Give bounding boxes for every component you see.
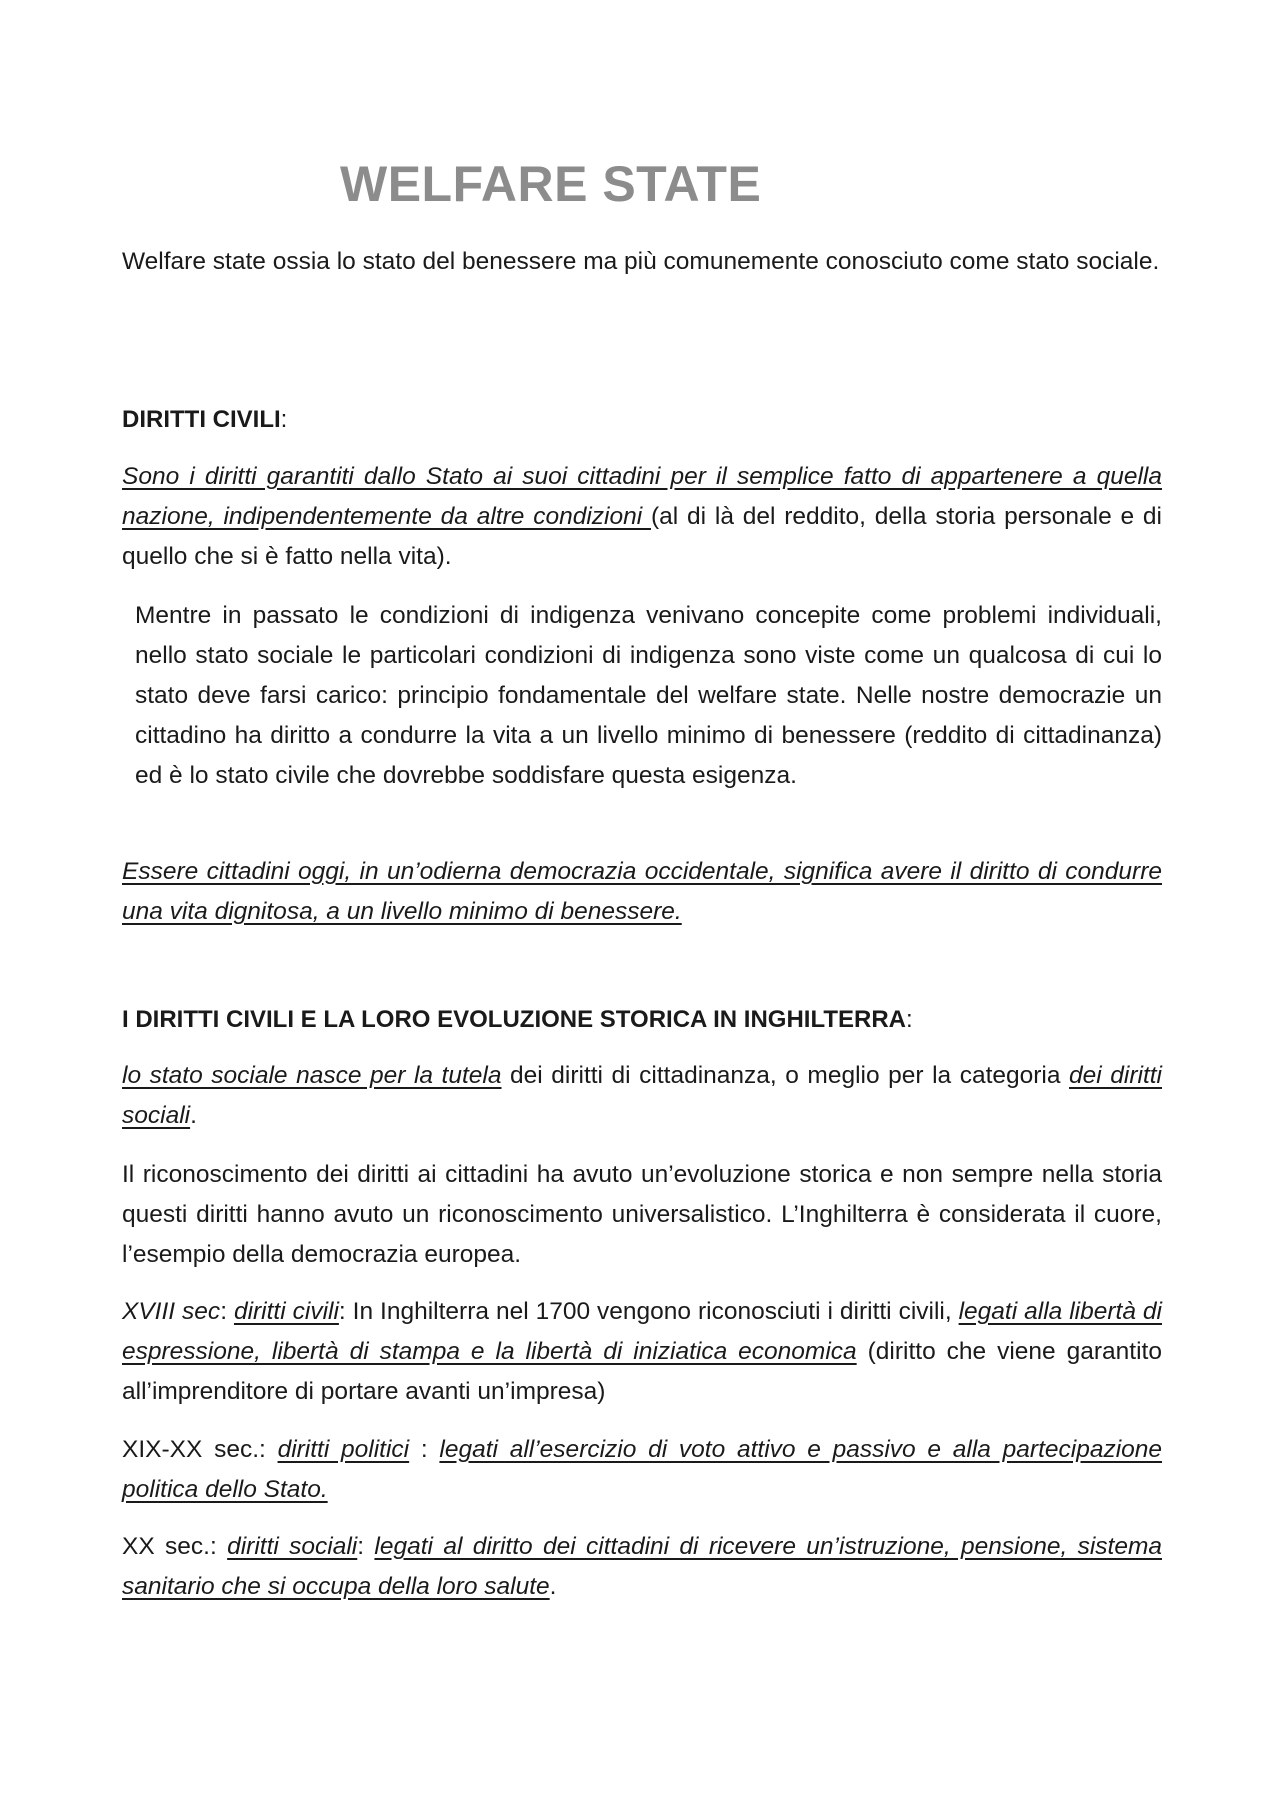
paragraph-end: . bbox=[549, 1573, 557, 1600]
separator: : In Inghilterra nel 1700 vengono riconosciuti i diritti civili, bbox=[338, 1298, 959, 1325]
indigence-paragraph bbox=[122, 596, 1162, 796]
xix-xx-century-paragraph bbox=[122, 1430, 1162, 1510]
rights-category: diritti sociali bbox=[227, 1533, 358, 1560]
rights-category: diritti politici bbox=[277, 1436, 410, 1463]
rights-category: diritti civili bbox=[233, 1298, 339, 1325]
indigence-text: Mentre in passato le condizioni di indigenza venivano concepite come problemi individuali, nello stato sociale le particolari condizioni di indigenza sono viste come un qualcosa di cui lo stato deve farsi carico: principio fondamentale del welfare state. Nelle nostre democrazie un cittadino ha diritto a condurre la vita a un livello minimo di benessere (reddito di cittadinanza) ed è lo stato civile che dovrebbe soddisfare questa esigenza. bbox=[135, 602, 1162, 789]
rights-description-emphasis: legati al diritto dei cittadini di ricevere un’istruzione, pensione, sistema sanitario che si occupa della loro salute bbox=[122, 1533, 1162, 1600]
intro-text: Welfare state ossia lo stato del benessere ma più comunemente conosciuto come stato sociale. bbox=[122, 248, 1160, 275]
xx-century-paragraph bbox=[122, 1527, 1162, 1607]
century-label: XX sec.: bbox=[122, 1533, 228, 1560]
social-state-emphasis: lo stato sociale nasce per la tutela bbox=[122, 1062, 502, 1089]
section-heading-text: DIRITTI CIVILI bbox=[122, 406, 281, 433]
definition-rest: (al di là del reddito, della storia personale e di quello che si è fatto nella vita). bbox=[122, 503, 1163, 570]
section-heading-text: I DIRITTI CIVILI E LA LORO EVOLUZIONE STORICA IN INGHILTERRA bbox=[122, 1006, 907, 1033]
rights-description-emphasis: legati all’esercizio di voto attivo e passivo e alla partecipazione politica dello Stato. bbox=[122, 1436, 1163, 1503]
rights-description-emphasis: legati alla libertà di espressione, libertà di stampa e la libertà di iniziatica economica bbox=[122, 1298, 1162, 1365]
citizenship-paragraph bbox=[122, 852, 1162, 932]
social-state-paragraph bbox=[122, 1056, 1162, 1136]
heading-colon: : bbox=[906, 1006, 913, 1033]
rights-description-rest: (diritto che viene garantito all’imprenditore di portare avanti un’impresa) bbox=[122, 1338, 1162, 1405]
social-state-end: . bbox=[190, 1102, 197, 1129]
social-rights-emphasis: dei diritti sociali bbox=[122, 1062, 1162, 1129]
social-state-middle: dei diritti di cittadinanza, o meglio per la categoria bbox=[501, 1062, 1070, 1089]
century-label: XVIII sec bbox=[122, 1298, 221, 1325]
separator: : bbox=[357, 1533, 375, 1560]
xviii-century-paragraph bbox=[122, 1292, 1162, 1412]
definition-emphasis: Sono i diritti garantiti dallo Stato ai suoi cittadini per il semplice fatto di appartenere a quella nazione, indipendentemente da altre condizioni bbox=[122, 463, 1162, 530]
separator: : bbox=[409, 1436, 440, 1463]
intro-paragraph bbox=[122, 242, 1162, 282]
definition-paragraph bbox=[122, 457, 1162, 577]
citizenship-emphasis: Essere cittadini oggi, in un’odierna democrazia occidentale, significa avere il diritto di condurre una vita dignitosa, a un livello minimo di benessere. bbox=[122, 858, 1162, 925]
separator: : bbox=[220, 1298, 234, 1325]
century-label: XIX-XX sec.: bbox=[122, 1436, 278, 1463]
evolution-text: Il riconoscimento dei diritti ai cittadini ha avuto un’evoluzione storica e non sempre nella storia questi diritti hanno avuto un riconoscimento universalistico. L’Inghilterra è considerata il cuore, l’esempio della democrazia europea. bbox=[122, 1161, 1162, 1268]
page-title: WELFARE STATE bbox=[340, 156, 762, 212]
evolution-paragraph bbox=[122, 1155, 1162, 1275]
section-heading-diritti-civili bbox=[122, 400, 287, 440]
section-heading-evoluzione-storica bbox=[122, 1000, 913, 1040]
heading-colon: : bbox=[280, 406, 288, 433]
